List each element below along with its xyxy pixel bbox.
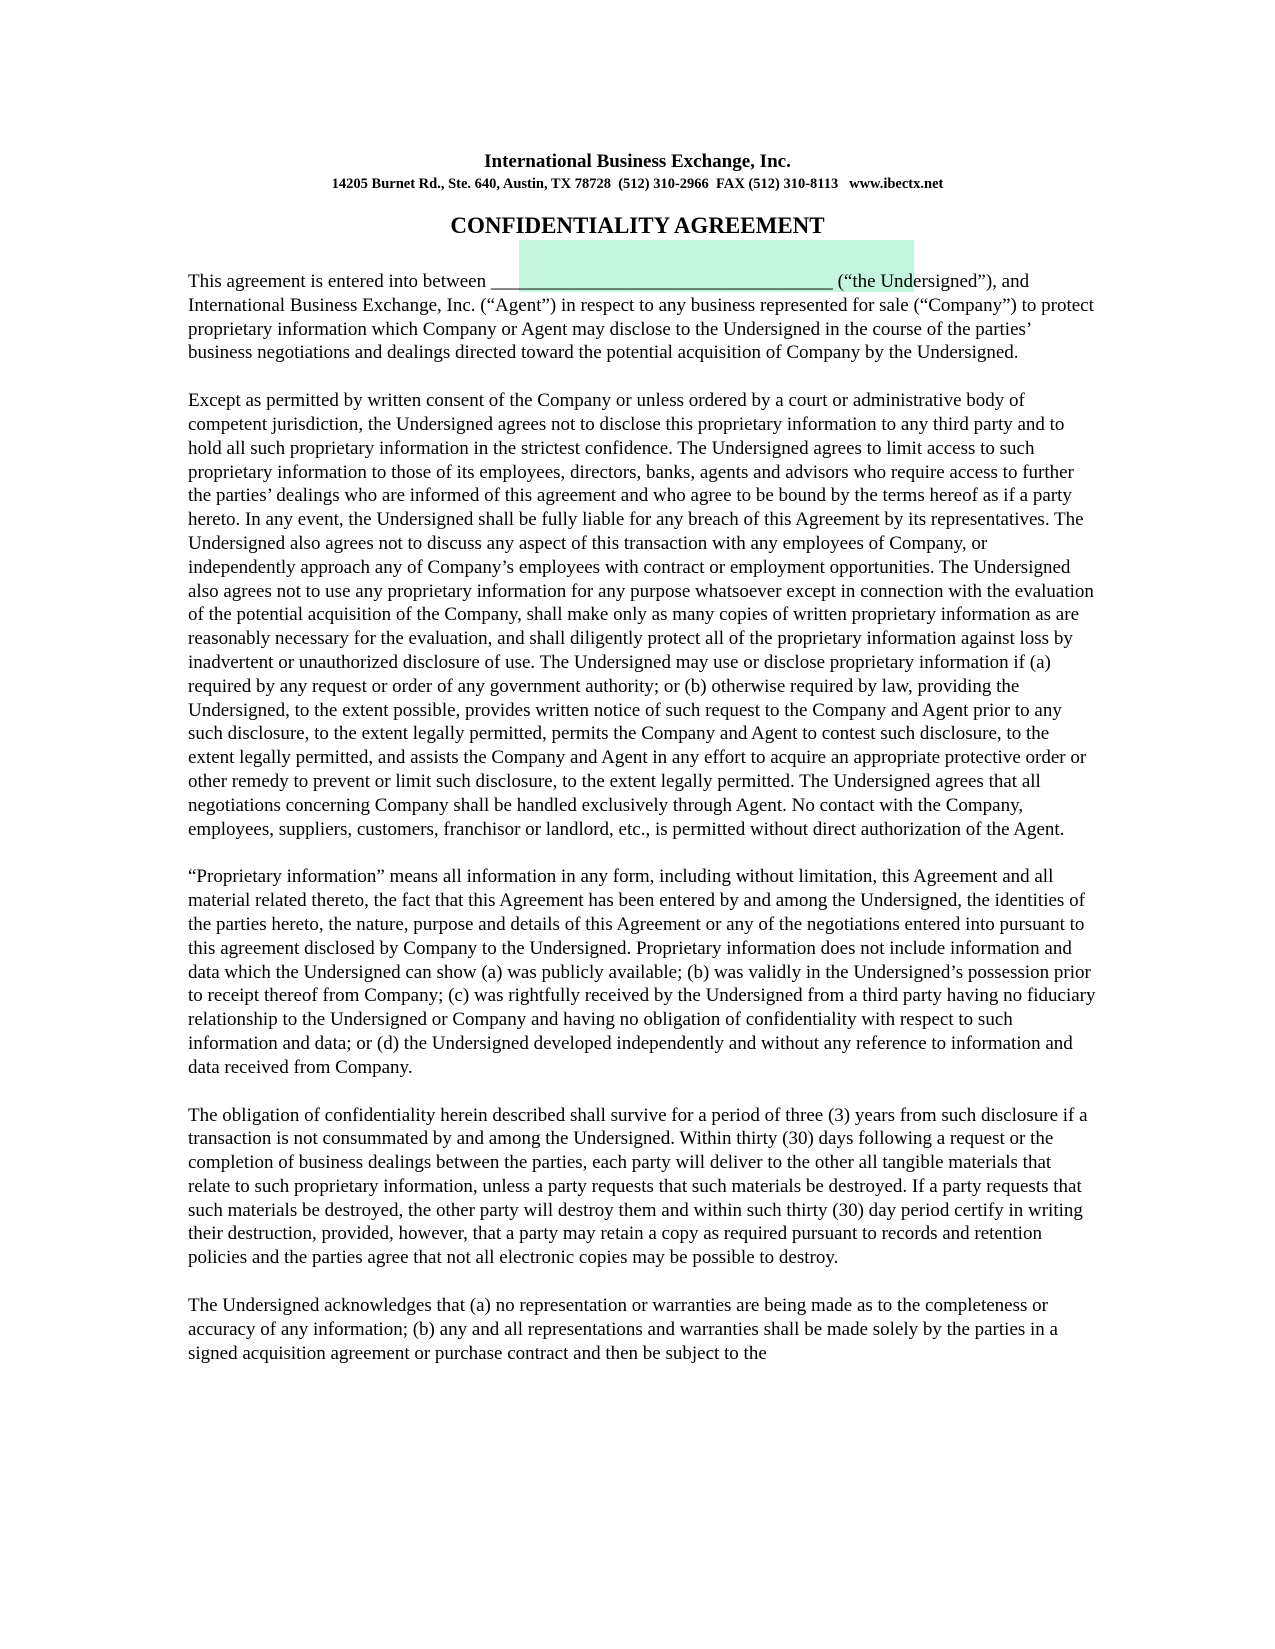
intro-text-after-head: (“the: [837, 271, 876, 292]
survival-paragraph: The obligation of confidentiality herein described shall survive for a period of three (3) years from such disclosure if a transaction is not consummated by and among the Undersigned. Within thirty (30) days following a request or the completion of business dealings between the parties, each party will deliver to the other all tangible materials that relate to such proprietary information, unless a party requests that such materials be destroyed. If a party requests that such materials be destroyed, the other party will destroy them and within such thirty (30) day period certify in writing their destruction, provided, however, that a party may retain a copy as required pursuant to records and retention policies and the parties agree that not all electronic copies may be possible to destroy.: [188, 1104, 1088, 1269]
intro-paragraph: [188, 270, 1098, 365]
acknowledgement-paragraph: The Undersigned acknowledges that (a) no representation or warranties are being made as to the completeness or accuracy of any information; (b) any and all representations and warranties shall be made solely by the parties in a signed acquisition agreement or purchase contract and then be subject to the: [188, 1295, 1058, 1364]
disclosure-paragraph: Except as permitted by written consent of the Company or unless ordered by a court or administrative body of competent jurisdiction, the Undersigned agrees not to disclose this proprietary information to any third party and to hold all such proprietary information in the strictest confidence. The Undersigned agrees to limit access to such proprietary information to those of its employees, directors, banks, agents and advisors who require access to further the parties’ dealings who are informed of this agreement and who agree to be bound by the terms hereof as if a party hereto. In any event, the Undersigned shall be fully liable for any breach of this Agreement by its representatives. The Undersigned also agrees not to discuss any aspect of this transaction with any employees of Company, or independently approach any of Company’s employees with contract or employment opportunities. The Undersigned also agrees not to use any proprietary information for any purpose whatsoever except in connection with the evaluation of the potential acquisition of the Company, shall make only as many copies of written proprietary information as are reasonably necessary for the evaluation, and shall diligently protect all of the proprietary information against loss by inadvertent or unauthorized disclosure of use. The Undersigned may use or disclose proprietary information if (a) required by any request or order of any government authority; or (b) otherwise required by law, providing the Undersigned, to the extent possible, provides written notice of such request to the Company and Agent prior to any such disclosure, to the extent legally permitted, permits the Company and Agent to contest such disclosure, to the extent legally permitted, and assists the Company and Agent in any effort to acquire an appropriate protective order or other remedy to prevent or limit such disclosure, to the extent legally permitted. The Undersigned agrees that all negotiations concerning Company shall be handled exclusively through Agent. No contact with the Company, employees, suppliers, customers, franchisor or landlord, etc., is permitted without direct authorization of the Agent.: [188, 390, 1094, 840]
intro-text-before: This agreement is entered into between: [188, 271, 487, 292]
letterhead: [0, 150, 1275, 193]
intro-text-after: Undersigned”), and International Business Exchange, Inc. (“Agent”) in respect to any business represented for sale (“Company”) to protect proprietary information which Company or Agent may disclose to the Undersigned in the course of the parties’ business negotiations and dealings directed toward the potential acquisition of Company by the Undersigned.: [188, 271, 1094, 364]
proprietary-definition-paragraph: “Proprietary information” means all information in any form, including without limitation, this Agreement and all material related thereto, the fact that this Agreement has been entered by and among the Undersigned, the identities of the parties hereto, the nature, purpose and details of this Agreement or any of the negotiations entered into pursuant to this agreement disclosed by Company to the Undersigned. Proprietary information does not include information and data which the Undersigned can show (a) was publicly available; (b) was validly in the Undersigned’s possession prior to receipt thereof from Company; (c) was rightfully received by the Undersigned from a third party having no fiduciary relationship to the Undersigned or Company and having no obligation of confidentiality with respect to such information and data; or (d) the Undersigned developed independently and without any reference to information and data received from Company.: [188, 866, 1096, 1078]
document-title: CONFIDENTIALITY AGREEMENT: [450, 213, 825, 238]
undersigned-blank-line: ____________________________________: [490, 271, 833, 292]
company-address: 14205 Burnet Rd., Ste. 640, Austin, TX 78728 (512) 310-2966 FAX (512) 310-8113 www.ibectx.net: [331, 176, 944, 192]
agreement-body: [188, 270, 1098, 1389]
company-name: International Business Exchange, Inc.: [484, 151, 791, 172]
